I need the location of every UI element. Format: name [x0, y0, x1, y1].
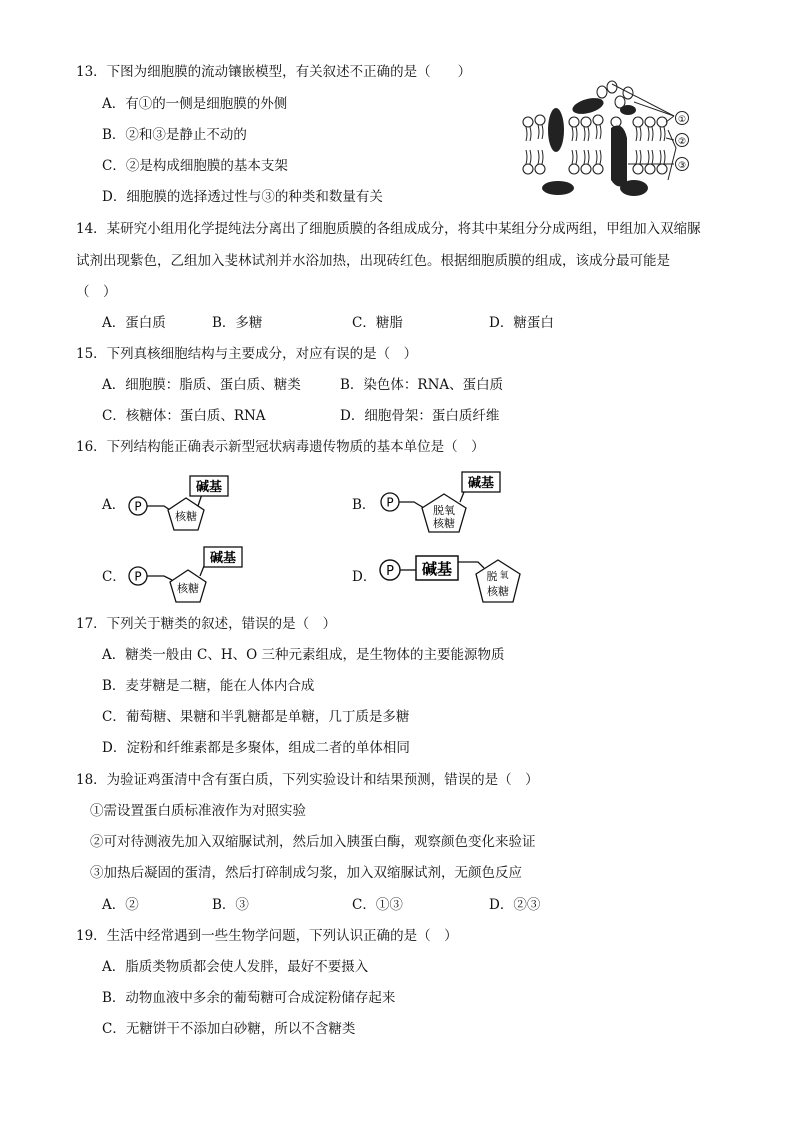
- deoxyribose-label-2: 核糖: [433, 517, 455, 530]
- base-label: 碱基: [421, 560, 453, 578]
- q13-option-d[interactable]: D．细胞膜的选择透过性与③的种类和数量有关: [102, 189, 383, 205]
- q15-stem: 15．下列真核细胞结构与主要成分，对应有误的是（ ）: [76, 346, 418, 362]
- q13-stem: 13．下图为细胞膜的流动镶嵌模型，有关叙述不正确的是（ ）: [76, 64, 472, 80]
- q15-option-a[interactable]: A．细胞膜：脂质、蛋白质、糖类: [102, 377, 301, 393]
- q18-option-a[interactable]: A．②: [102, 897, 139, 913]
- fig-label-3: ③: [677, 161, 687, 171]
- q16-option-d[interactable]: D．: [352, 569, 377, 585]
- q17-option-d[interactable]: D．淀粉和纤维素都是多聚体，组成二者的单体相同: [102, 740, 410, 756]
- q19-option-b[interactable]: B．动物血液中多余的葡萄糖可合成淀粉储存起来: [102, 990, 396, 1006]
- q18-statement-1: ①需设置蛋白质标准液作为对照实验: [90, 803, 306, 819]
- nucleotide-diagram-a: [124, 472, 234, 536]
- ribose-label: 核糖: [177, 582, 199, 595]
- q15-option-d[interactable]: D．细胞骨架：蛋白质纤维: [340, 408, 500, 424]
- nucleotide-diagram-b: [374, 468, 508, 538]
- fig-label-1: ①: [677, 115, 687, 125]
- fig-label-2: ②: [677, 137, 687, 147]
- q13-option-c[interactable]: C．②是构成细胞膜的基本支架: [102, 158, 288, 174]
- q14-option-d[interactable]: D．糖蛋白: [489, 315, 554, 331]
- phosphate-label: P: [386, 495, 394, 510]
- q18-option-c[interactable]: C．①③: [352, 897, 403, 913]
- q13-option-b[interactable]: B．②和③是静止不动的: [102, 127, 247, 143]
- base-label: 碱基: [209, 551, 237, 566]
- q14-stem-line2: 试剂出现紫色，乙组加入斐林试剂并水浴加热，出现砖红色。根据细胞质膜的组成，该成分最可能是: [76, 253, 670, 269]
- q17-option-b[interactable]: B．麦芽糖是二糖，能在人体内合成: [102, 678, 315, 694]
- deoxyribose-label-1: 脱氧: [433, 504, 455, 517]
- q17-option-c[interactable]: C．葡萄糖、果糖和半乳糖都是单糖，几丁质是多糖: [102, 709, 410, 725]
- q13-option-a[interactable]: A．有①的一侧是细胞膜的外侧: [102, 96, 288, 112]
- q16-stem: 16．下列结构能正确表示新型冠状病毒遗传物质的基本单位是（ ）: [76, 439, 485, 455]
- q18-option-d[interactable]: D．②③: [489, 897, 541, 913]
- q14-option-c[interactable]: C．糖脂: [352, 315, 403, 331]
- q15-option-b[interactable]: B．染色体：RNA、蛋白质: [340, 377, 504, 393]
- q14-option-a[interactable]: A．蛋白质: [102, 315, 166, 331]
- cell-membrane-model-figure: [516, 78, 696, 202]
- ribose-label: 核糖: [175, 510, 197, 523]
- q19-stem: 19．生活中经常遇到一些生物学问题，下列认识正确的是（ ）: [76, 928, 458, 944]
- q17-stem: 17．下列关于糖类的叙述，错误的是（ ）: [76, 616, 337, 632]
- base-label: 碱基: [467, 476, 495, 491]
- phosphate-label: P: [134, 569, 142, 584]
- q14-option-b[interactable]: B．多糖: [212, 315, 263, 331]
- q15-option-c[interactable]: C．核糖体：蛋白质、RNA: [102, 408, 266, 424]
- q18-statement-3: ③加热后凝固的蛋清，然后打碎制成匀浆，加入双缩脲试剂，无颜色反应: [90, 865, 522, 881]
- q19-option-a[interactable]: A．脂质类物质都会使人发胖，最好不要摄入: [102, 959, 369, 975]
- q18-stem: 18．为验证鸡蛋清中含有蛋白质，下列实验设计和结果预测，错误的是（ ）: [76, 772, 539, 788]
- base-label: 碱基: [195, 480, 223, 495]
- q14-stem-line1: 14．某研究小组用化学提纯法分离出了细胞质膜的各组成成分，将其中某组分分成两组，甲组加入双缩脲: [76, 221, 701, 237]
- phosphate-label: P: [386, 564, 394, 579]
- q19-option-c[interactable]: C．无糖饼干不添加白砂糖，所以不含糖类: [102, 1021, 356, 1037]
- q16-option-b[interactable]: B．: [352, 497, 376, 513]
- q14-stem-line3: （ ）: [76, 284, 117, 300]
- deoxyribose-label-d3: 核糖: [487, 585, 509, 598]
- q16-option-a[interactable]: A．: [102, 497, 126, 513]
- q18-statement-2: ②可对待测液先加入双缩脲试剂，然后加入胰蛋白酶，观察颜色变化来验证: [90, 834, 536, 850]
- q16-option-c[interactable]: C．: [102, 569, 126, 585]
- nucleotide-diagram-d: [374, 548, 524, 606]
- nucleotide-diagram-c: [124, 544, 248, 606]
- deoxyribose-label-d2: 氧: [499, 571, 509, 581]
- q17-option-a[interactable]: A．糖类一般由 C、H、O 三种元素组成，是生物体的主要能源物质: [102, 647, 505, 663]
- q18-option-b[interactable]: B．③: [212, 897, 249, 913]
- deoxyribose-label-d1: 脱: [486, 570, 498, 583]
- phosphate-label: P: [134, 499, 142, 514]
